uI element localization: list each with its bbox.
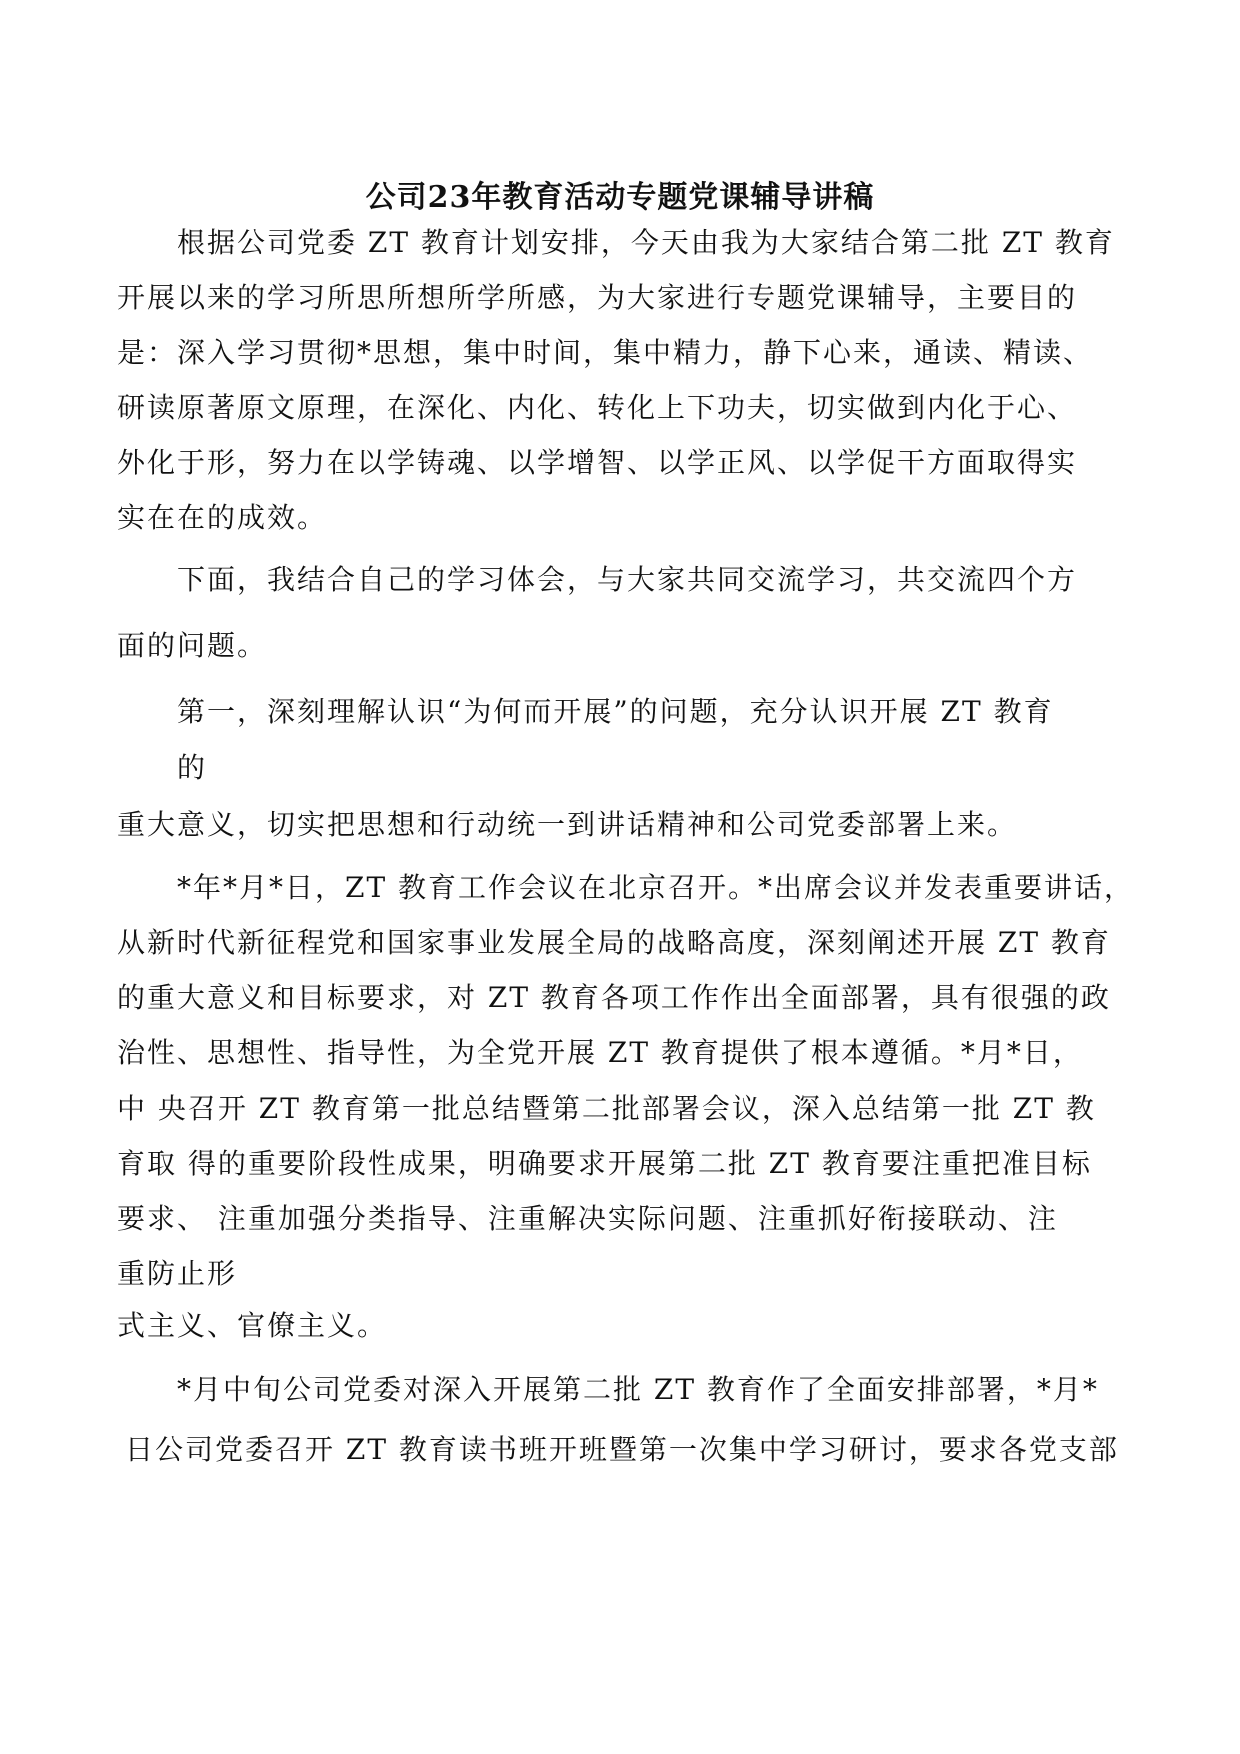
body-line: 研读原著原文原理，在深化、内化、转化上下功夫，切实做到内化于心、 bbox=[117, 391, 1078, 424]
body-line: 面的问题。 bbox=[117, 629, 268, 662]
body-line: 第一，深刻理解认识“为何而开展”的问题，充分认识开展 ZT 教育 bbox=[177, 695, 1054, 728]
body-line: 开展以来的学习所思所想所学所感，为大家进行专题党课辅导，主要目的 bbox=[117, 281, 1078, 314]
body-line: 日公司党委召开 ZT 教育读书班开班暨第一次集中学习研讨，要求各党支部 bbox=[125, 1433, 1119, 1466]
body-line: 重防止形 bbox=[117, 1257, 238, 1290]
body-line: 重大意义，切实把思想和行动统一到讲话精神和公司党委部署上来。 bbox=[117, 808, 1018, 841]
body-line: 是：深入学习贯彻*思想，集中时间，集中精力，静下心来，通读、精读、 bbox=[117, 336, 1094, 369]
document-title: 公司23年教育活动专题党课辅导讲稿 bbox=[365, 180, 875, 215]
body-line: 式主义、官僚主义。 bbox=[117, 1309, 388, 1342]
body-line: 根据公司党委 ZT 教育计划安排，今天由我为大家结合第二批 ZT 教育 bbox=[177, 226, 1115, 259]
body-line: 育取 得的重要阶段性成果，明确要求开展第二批 ZT 教育要注重把准目标 bbox=[117, 1147, 1092, 1180]
body-line: 治性、思想性、指导性，为全党开展 ZT 教育提供了根本遵循。*月*日， bbox=[117, 1036, 1083, 1069]
body-line: 的 bbox=[177, 751, 208, 784]
body-line: 的重大意义和目标要求，对 ZT 教育各项工作作出全面部署，具有很强的政 bbox=[117, 981, 1111, 1014]
body-line: 要求、 注重加强分类指导、注重解决实际问题、注重抓好衔接联动、注 bbox=[117, 1202, 1058, 1235]
body-line: 从新时代新征程党和国家事业发展全局的战略高度，深刻阐述开展 ZT 教育 bbox=[117, 926, 1111, 959]
body-line: *月中旬公司党委对深入开展第二批 ZT 教育作了全面安排部署，*月* bbox=[177, 1373, 1099, 1406]
body-line: 中 央召开 ZT 教育第一批总结暨第二批部署会议，深入总结第一批 ZT 教 bbox=[117, 1092, 1096, 1125]
body-line: 实在在的成效。 bbox=[117, 501, 328, 534]
body-line: *年*月*日，ZT 教育工作会议在北京召开。*出席会议并发表重要讲话， bbox=[177, 871, 1135, 904]
body-line: 外化于形，努力在以学铸魂、以学增智、以学正风、以学促干方面取得实 bbox=[117, 446, 1078, 479]
body-line: 下面，我结合自己的学习体会，与大家共同交流学习，共交流四个方 bbox=[177, 563, 1078, 596]
